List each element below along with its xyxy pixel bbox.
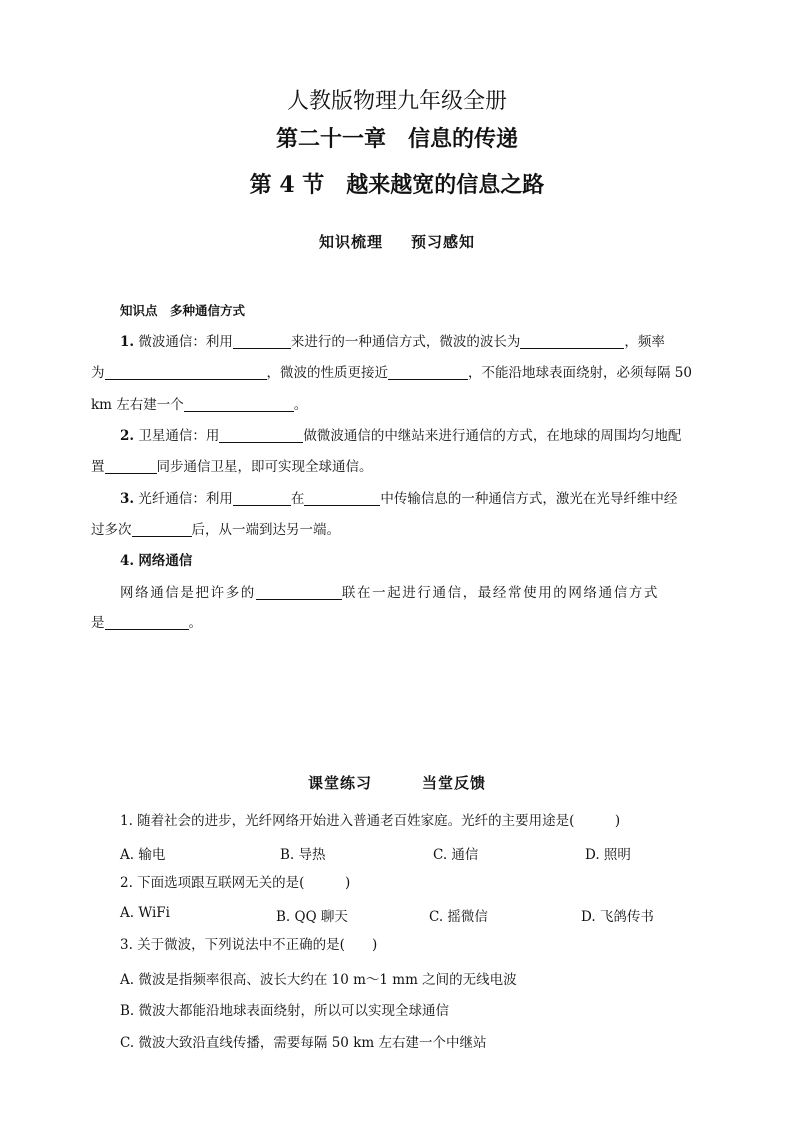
item1-text: km 左右建一个 bbox=[91, 397, 184, 413]
item1-line1 bbox=[120, 333, 665, 351]
section-heading-preview-a: 知识梳理 bbox=[318, 233, 383, 251]
answer-blank[interactable] bbox=[388, 365, 468, 380]
item1-text: 。 bbox=[293, 397, 308, 413]
item3-text: 过多次 bbox=[91, 522, 132, 538]
item4-number: 4. bbox=[120, 553, 135, 569]
answer-blank[interactable] bbox=[132, 522, 192, 537]
answer-blank[interactable] bbox=[105, 615, 189, 630]
item3-number: 3. bbox=[120, 491, 135, 507]
item2-line2 bbox=[91, 458, 373, 476]
item4-text: 。 bbox=[188, 615, 202, 631]
q3-option-b[interactable]: B. 微波大都能沿地球表面绕射，所以可以实现全球通信 bbox=[120, 1003, 450, 1019]
answer-blank[interactable] bbox=[304, 491, 380, 506]
answer-blank[interactable] bbox=[219, 428, 303, 443]
question-1-stem: 1. 随着社会的进步，光纤网络开始进入普通老百姓家庭。光纤的主要用途是( ) bbox=[120, 813, 621, 829]
item4-line1 bbox=[120, 584, 659, 602]
answer-blank[interactable] bbox=[105, 459, 157, 474]
section-heading-preview-b: 预习感知 bbox=[411, 233, 476, 251]
section-heading-practice-b: 当堂反馈 bbox=[422, 774, 487, 792]
section-heading-preview bbox=[0, 231, 794, 252]
item1-number: 1. bbox=[120, 334, 135, 350]
section-heading-practice bbox=[0, 772, 794, 793]
item1-line3 bbox=[91, 396, 307, 414]
item2-text: 置 bbox=[91, 459, 105, 475]
q1-option-d[interactable]: D. 照明 bbox=[585, 847, 631, 863]
question-2-stem: 2. 下面选项跟互联网无关的是( ) bbox=[120, 875, 351, 891]
answer-blank[interactable] bbox=[256, 585, 342, 600]
question-3-stem: 3. 关于微波，下列说法中不正确的是( ) bbox=[120, 937, 378, 953]
item4-text: 联在一起进行通信，最经常使用的网络通信方式 bbox=[341, 585, 660, 601]
q3-option-a[interactable]: A. 微波是指频率很高、波长大约在 10 m～1 mm 之间的无线电波 bbox=[120, 972, 517, 988]
item2-text: 同步通信卫星，即可实现全球通信。 bbox=[156, 459, 373, 475]
item4-line0 bbox=[120, 552, 192, 570]
q1-option-c[interactable]: C. 通信 bbox=[433, 847, 479, 863]
item2-text: 做微波通信的中继站来进行通信的方式，在地球的周围均匀地配 bbox=[303, 428, 682, 444]
q3-option-c[interactable]: C. 微波大致沿直线传播，需要每隔 50 km 左右建一个中继站 bbox=[120, 1035, 487, 1051]
item4-label: 网络通信 bbox=[138, 553, 193, 569]
item2-line1 bbox=[120, 427, 681, 445]
item1-label: 微波通信 bbox=[138, 334, 193, 350]
item1-text: ：利用 bbox=[192, 334, 233, 350]
item1-line2 bbox=[91, 364, 692, 382]
answer-blank[interactable] bbox=[233, 334, 291, 349]
item2-label: 卫星通信 bbox=[138, 428, 193, 444]
chapter-title: 第二十一章 信息的传递 bbox=[275, 126, 518, 152]
item1-text: ，微波的性质更接近 bbox=[266, 365, 388, 381]
answer-blank[interactable] bbox=[184, 397, 294, 412]
section-title: 第 4 节 越来越宽的信息之路 bbox=[249, 172, 545, 198]
item4-text: 是 bbox=[91, 615, 105, 631]
item3-text: 中传输信息的一种通信方式，激光在光导纤维中经 bbox=[380, 491, 678, 507]
q2-option-b[interactable]: B. QQ 聊天 bbox=[276, 909, 348, 925]
item1-text: 来进行的一种通信方式，微波的波长为 bbox=[290, 334, 521, 350]
item1-text: 为 bbox=[91, 365, 105, 381]
knowledge-heading: 知识点 多种通信方式 bbox=[120, 303, 246, 318]
item3-text: 后，从一端到达另一端。 bbox=[191, 522, 340, 538]
q2-option-c[interactable]: C. 摇微信 bbox=[429, 909, 488, 925]
q2-option-d[interactable]: D. 飞鸽传书 bbox=[581, 909, 654, 925]
section-heading-practice-a: 课堂练习 bbox=[307, 774, 372, 792]
item2-text: ：用 bbox=[192, 428, 220, 444]
answer-blank[interactable] bbox=[105, 365, 267, 380]
item3-text: 在 bbox=[290, 491, 305, 507]
q1-option-b[interactable]: B. 导热 bbox=[280, 847, 326, 863]
item1-text: ，不能沿地球表面绕射，必须每隔 50 bbox=[468, 365, 692, 381]
item3-text: ：利用 bbox=[192, 491, 233, 507]
item2-number: 2. bbox=[120, 428, 135, 444]
item4-line2 bbox=[91, 614, 202, 632]
answer-blank[interactable] bbox=[520, 334, 624, 349]
q1-option-a[interactable]: A. 输电 bbox=[120, 847, 166, 863]
item4-text: 网络通信是把许多的 bbox=[120, 585, 256, 601]
item3-label: 光纤通信 bbox=[138, 491, 193, 507]
book-title: 人教版物理九年级全册 bbox=[286, 89, 507, 114]
item3-line1 bbox=[120, 490, 677, 508]
item1-text: ，频率 bbox=[624, 334, 665, 350]
item3-line2 bbox=[91, 521, 340, 539]
q2-option-a[interactable]: A. WiFi bbox=[120, 905, 170, 921]
answer-blank[interactable] bbox=[233, 491, 291, 506]
